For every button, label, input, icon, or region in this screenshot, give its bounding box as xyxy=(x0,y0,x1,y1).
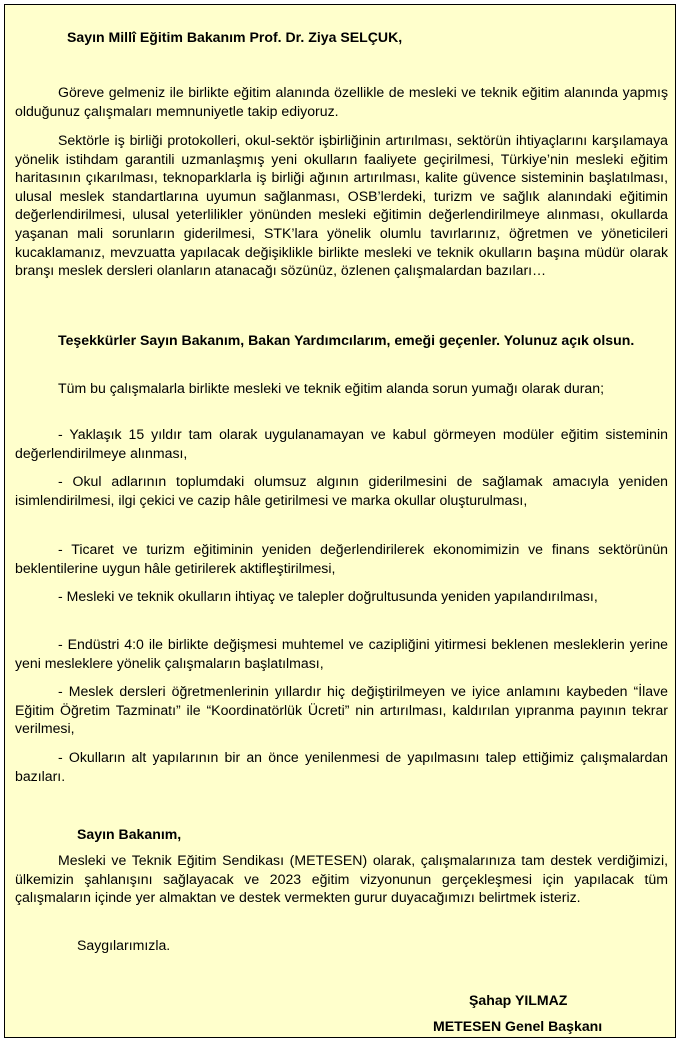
list-item: - Okulların alt yapılarının bir an önce yenilenmesi de yapılmasını talep ettiğimiz çalışmalardan bazıları. xyxy=(15,749,668,784)
list-item: - Endüstri 4:0 ile birlikte değişmesi muhtemel ve cazipliğini yitirmesi beklenen mesleklerin yerine yeni mesleklere yönelik çalışmaların başlatılması, xyxy=(15,636,668,671)
intro-paragraph: Göreve gelmeniz ile birlikte eğitim alanında özellikle de mesleki ve teknik eğitim alanında yapmış olduğunuz çalışmaları memnuniyetle takip ediyoruz. xyxy=(15,84,668,119)
thanks-paragraph: Teşekkürler Sayın Bakanım, Bakan Yardımcılarım, emeği geçenler. Yolunuz açık olsun. xyxy=(58,332,635,348)
support-paragraph: Mesleki ve Teknik Eğitim Sendikası (METESEN) olarak, çalışmalarınıza tam destek verdiğimizi, ülkemizin şahlanışını sağlayacak ve 2023 eğitim vizyonunun gerçekleşmesi için yapılacak tüm çalışmaların içinde yer almaktan ve destek vermekten gurur duyacağımızı belirtmek isteriz. xyxy=(15,852,668,906)
list-item: - Ticaret ve turizm eğitiminin yeniden değerlendirilerek ekonomimizin ve finans sektörünün beklentilerine uygun hâle getirilerek aktifleştirilmesi, xyxy=(15,541,668,576)
signature-name: Şahap YILMAZ xyxy=(469,992,568,1008)
achievements-paragraph: Sektörle iş birliği protokolleri, okul-sektör işbirliğinin artırılması, sektörün ihtiyaçlarını karşılamaya yönelik istihdam garantili uzmanlaşmış yeni okulların faaliyete geçirilmesi, Türkiye’nin mesleki eğitim haritasının çıkarılması, teknoparklarla iş birliği ağının artırılması, kalite güvence sisteminin başlatılması, ulusal meslek standartlarına uyumun sağlanması, OSB’lerdeki, turizm ve sağlık alanındaki eğitimin değerlendirilmesi, ulusal yeterlilikler yönünden mesleki eğitimin değerlendirilmeye alınması, okullarda yaşanan mali sorunların giderilmesi, STK’lara yönelik olumlu tavırlarınız, öğretmen ve yöneticileri kucaklamanız, mevzuatta yapılacak değişiklikle birlikte mesleki ve teknik okulların başına müdür olarak branşı meslek dersleri olanların atanacağı sözünüz, özlenen çalışmalardan bazıları… xyxy=(15,132,668,279)
signature-title: METESEN Genel Başkanı xyxy=(433,1018,603,1034)
problems-intro-paragraph: Tüm bu çalışmalarla birlikte mesleki ve teknik eğitim alanda sorun yumağı olarak duran; xyxy=(58,380,604,396)
list-item: - Okul adlarının toplumdaki olumsuz algının giderilmesini de sağlamak amacıyla yeniden isimlendirilmesi, ilgi çekici ve cazip hâle getirilmesi ve marka okullar oluşturulması, xyxy=(15,473,668,508)
letter-frame xyxy=(4,4,676,1038)
closing-line: Saygılarımızla. xyxy=(77,937,171,953)
letter-salutation: Sayın Millî Eğitim Bakanım Prof. Dr. Ziya SELÇUK, xyxy=(67,29,403,45)
list-item: - Meslek dersleri öğretmenlerinin yıllardır hiç değiştirilmeyen ve iyice anlamını kaybeden “İlave Eğitim Öğretim Tazminatı” ile “Koordinatörlük Ücreti” nin artırılması, kaldırılan yıpranma payının tekrar verilmesi, xyxy=(15,683,668,737)
list-item: - Yaklaşık 15 yıldır tam olarak uygulanamayan ve kabul görmeyen modüler eğitim sisteminin değerlendirilmeye alınması, xyxy=(15,426,668,461)
second-salutation: Sayın Bakanım, xyxy=(77,826,182,842)
list-item: - Mesleki ve teknik okulların ihtiyaç ve talepler doğrultusunda yeniden yapılandırılması, xyxy=(58,588,598,604)
